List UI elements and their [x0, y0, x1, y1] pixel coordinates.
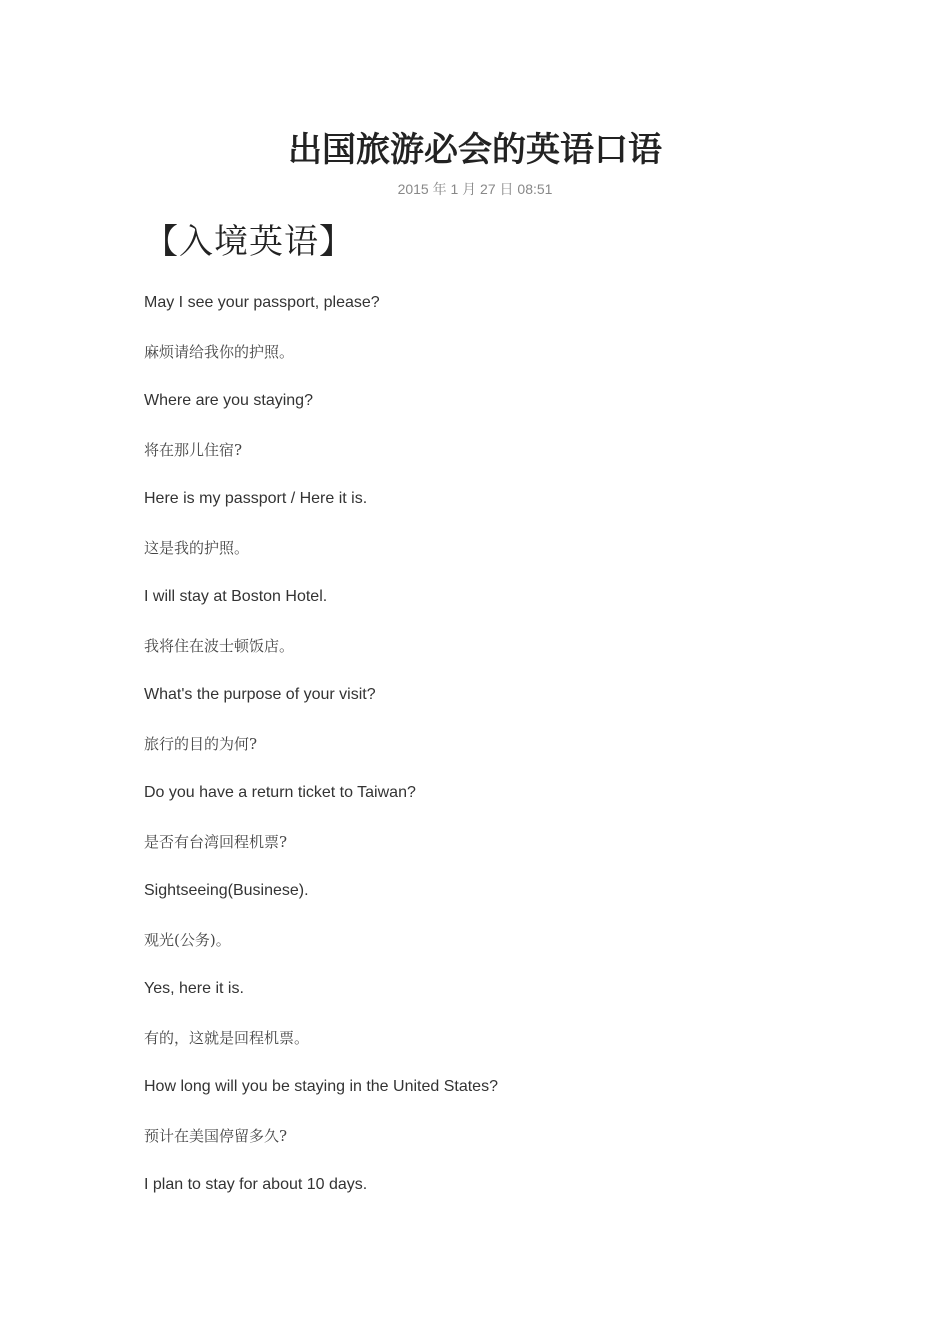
phrase-line: 我将住在波士顿饭店。 — [144, 637, 295, 655]
phrase-line: 将在那儿住宿? — [144, 441, 243, 459]
phrase-line: 有的，这就是回程机票。 — [144, 1029, 310, 1047]
phrase-line: May I see your passport, please? — [144, 294, 380, 311]
phrase-line: 这是我的护照。 — [144, 539, 250, 557]
phrase-line: 预计在美国停留多久? — [144, 1127, 288, 1145]
phrase-line: How long will you be staying in the United States? — [144, 1078, 498, 1095]
phrase-line: Sightseeing(Businese). — [144, 882, 309, 899]
phrase-line: Do you have a return ticket to Taiwan? — [144, 784, 416, 801]
phrase-line: 旅行的目的为何? — [144, 735, 258, 753]
phrase-line: 是否有台湾回程机票? — [144, 833, 288, 851]
section-heading: 【入境英语】 — [144, 222, 354, 262]
phrase-line: Where are you staying? — [144, 392, 313, 409]
phrase-line: What's the purpose of your visit? — [144, 686, 376, 703]
phrase-line: I will stay at Boston Hotel. — [144, 588, 328, 605]
phrase-line: 观光(公务)。 — [144, 931, 231, 949]
publish-date: 2015 年 1 月 27 日 08:51 — [397, 181, 553, 197]
phrase-line: 麻烦请给我你的护照。 — [144, 343, 295, 361]
phrase-line: I plan to stay for about 10 days. — [144, 1176, 368, 1193]
phrase-line: Yes, here it is. — [144, 980, 244, 997]
phrase-line: Here is my passport / Here it is. — [144, 490, 368, 507]
page-title: 出国旅游必会的英语口语 — [288, 130, 662, 170]
phrase-list — [144, 290, 844, 1221]
